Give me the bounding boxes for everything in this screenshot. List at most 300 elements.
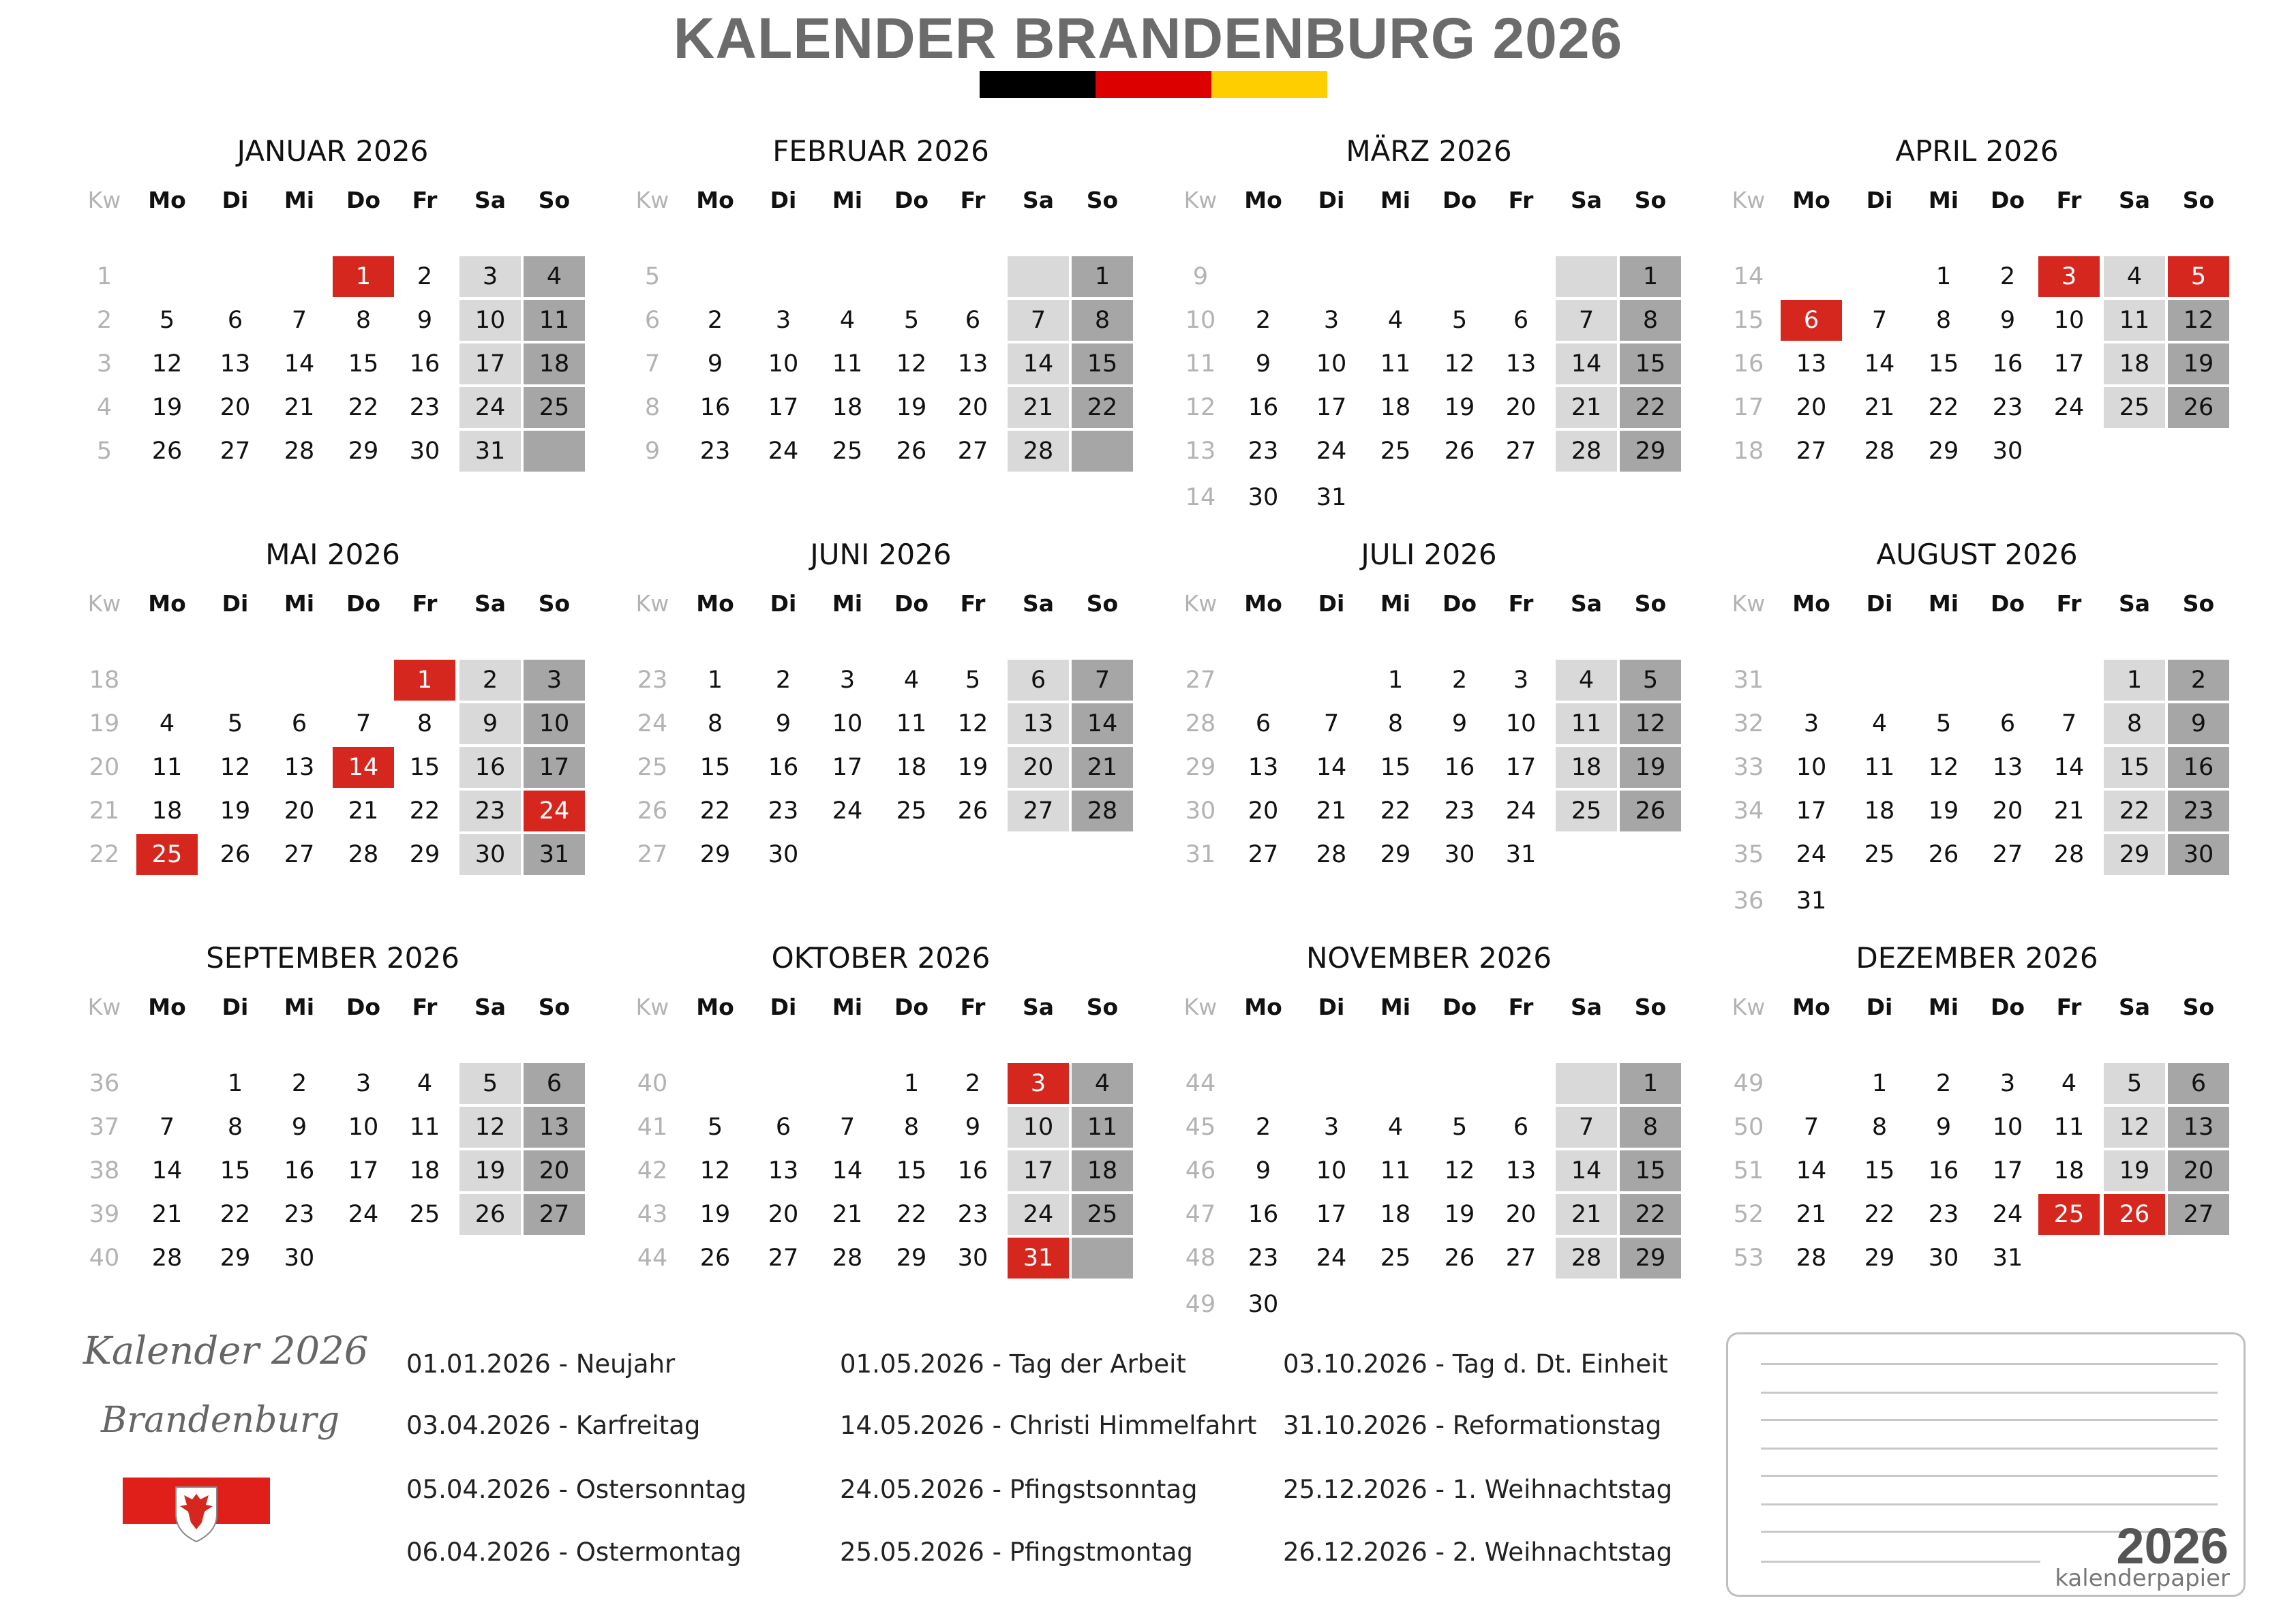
- month-grid: [74, 585, 592, 925]
- day-cell: 7: [1556, 1107, 1617, 1148]
- month-grid: [622, 181, 1140, 522]
- day-cell: 27: [1008, 791, 1069, 831]
- day-cell: 4: [839, 307, 856, 334]
- day-cell: 1: [707, 667, 723, 694]
- day-cell: 17: [2053, 350, 2085, 378]
- day-cell: 6: [227, 307, 243, 334]
- day-cell: 14: [1864, 350, 1895, 378]
- day-cell: 8: [1620, 300, 1681, 341]
- day-cell: 26: [220, 841, 251, 868]
- month-title: OKTOBER 2026: [771, 941, 991, 975]
- day-cell: 10: [1316, 350, 1347, 378]
- day-cell: 27: [768, 1244, 799, 1272]
- day-cell: 3: [2038, 256, 2100, 297]
- day-cell: 27: [220, 438, 251, 465]
- notes-box: [1726, 1332, 2246, 1597]
- day-cell: 12: [1928, 754, 1959, 781]
- day-cell: 29: [409, 841, 440, 868]
- day-cell: 19: [2104, 1150, 2165, 1191]
- week-number: 40: [637, 1070, 668, 1097]
- week-number: 7: [644, 350, 661, 378]
- day-cell: 11: [1072, 1107, 1133, 1148]
- week-number: 51: [1733, 1157, 1764, 1184]
- weekday-header: Sa: [474, 187, 507, 213]
- weekday-header: Kw: [87, 187, 121, 213]
- day-cell: 25: [1380, 438, 1411, 465]
- holiday-entry: 05.04.2026 - Ostersonntag: [406, 1475, 747, 1504]
- day-cell: 27: [957, 438, 988, 465]
- week-number: 43: [637, 1201, 668, 1228]
- day-cell: 2: [2168, 660, 2229, 701]
- weekday-header: Mi: [284, 994, 315, 1020]
- day-cell: 18: [409, 1157, 440, 1184]
- weekday-header: Fr: [960, 994, 986, 1020]
- day-cell: 22: [1864, 1201, 1895, 1228]
- day-cell: 31: [1505, 841, 1537, 868]
- day-cell: 7: [1803, 1114, 1819, 1141]
- day-cell: 12: [957, 710, 988, 737]
- day-cell: 15: [1072, 343, 1133, 384]
- day-cell: 5: [1620, 660, 1681, 701]
- day-cell: 2: [1255, 307, 1271, 334]
- day-cell: 3: [355, 1070, 372, 1097]
- day-cell: 9: [1255, 350, 1271, 378]
- day-cell: 25: [524, 387, 585, 428]
- week-number: 35: [1733, 841, 1764, 868]
- note-line: [1761, 1503, 2218, 1505]
- day-cell: 1: [903, 1070, 920, 1097]
- day-cell: 11: [524, 300, 585, 341]
- day-cell: 11: [2053, 1114, 2085, 1141]
- weekday-header: Fr: [2056, 187, 2082, 213]
- month-title: JUNI 2026: [810, 538, 952, 571]
- day-cell: 7: [1008, 300, 1069, 341]
- day-cell: 5: [159, 307, 175, 334]
- day-cell: 10: [1992, 1114, 2023, 1141]
- day-cell: 13: [524, 1107, 585, 1148]
- day-cell: 14: [1796, 1157, 1827, 1184]
- week-number: 39: [89, 1201, 120, 1228]
- month-grid: [1718, 988, 2236, 1329]
- weekday-header: Fr: [2056, 590, 2082, 617]
- week-number: 44: [1185, 1070, 1216, 1097]
- day-cell: 2: [459, 660, 521, 701]
- week-number: 52: [1733, 1201, 1764, 1228]
- day-cell: 4: [903, 667, 920, 694]
- day-cell: 28: [284, 438, 315, 465]
- weekday-header: Mo: [1244, 590, 1282, 617]
- weekday-header: Fr: [412, 590, 438, 617]
- day-cell: 9: [1999, 307, 2016, 334]
- month-title: NOVEMBER 2026: [1305, 941, 1552, 975]
- day-cell: 18: [1380, 1201, 1411, 1228]
- week-number: 6: [644, 307, 661, 334]
- day-cell: 21: [151, 1201, 183, 1228]
- day-cell: 11: [1864, 754, 1895, 781]
- day-cell: 23: [1928, 1201, 1959, 1228]
- day-cell: 16: [459, 747, 521, 788]
- brandenburg-flag: [123, 1478, 270, 1524]
- day-cell: 30: [957, 1244, 988, 1272]
- day-cell: 10: [2053, 307, 2085, 334]
- day-cell: 18: [1864, 797, 1895, 825]
- day-cell: 24: [459, 387, 521, 428]
- day-cell: 21: [284, 394, 315, 421]
- day-cell: 4: [417, 1070, 433, 1097]
- day-cell: 17: [1505, 754, 1537, 781]
- day-cell: 17: [1316, 394, 1347, 421]
- day-cell: 14: [1072, 703, 1133, 744]
- weekday-header: Mi: [284, 590, 315, 617]
- day-cell: 13: [957, 350, 988, 378]
- day-cell: 26: [1928, 841, 1959, 868]
- notes-brand: kalenderpapier: [2055, 1565, 2230, 1592]
- week-number: 13: [1185, 438, 1216, 465]
- note-line: [1761, 1448, 2218, 1450]
- weekday-header: Kw: [635, 590, 669, 617]
- day-cell: 16: [957, 1157, 988, 1184]
- day-cell: 11: [1380, 350, 1411, 378]
- day-cell: 12: [220, 754, 251, 781]
- notes-year: 2026: [2116, 1518, 2229, 1574]
- day-cell: 23: [459, 791, 521, 831]
- day-cell: 27: [1992, 841, 2023, 868]
- weekday-header: So: [1634, 994, 1667, 1020]
- week-number: 28: [1185, 710, 1216, 737]
- weekday-header: Mo: [148, 994, 186, 1020]
- weekday-header: Mi: [1380, 994, 1411, 1020]
- day-cell: 30: [409, 438, 440, 465]
- day-cell: 22: [1072, 387, 1133, 428]
- weekday-header: So: [2182, 994, 2215, 1020]
- day-cell: 27: [524, 1194, 585, 1235]
- week-number: 24: [637, 710, 668, 737]
- weekday-header: So: [1634, 187, 1667, 213]
- day-cell: 1: [1871, 1070, 1888, 1097]
- day-cell: 2: [1255, 1114, 1271, 1141]
- week-number: 22: [89, 841, 120, 868]
- day-cell: 24: [348, 1201, 379, 1228]
- weekday-header: So: [1086, 187, 1119, 213]
- week-number: 29: [1185, 754, 1216, 781]
- day-cell: 14: [1556, 1150, 1617, 1191]
- month-grid: [622, 988, 1140, 1329]
- day-cell: 25: [1556, 791, 1617, 831]
- weekday-header: Di: [222, 187, 249, 213]
- day-cell: 4: [2104, 256, 2165, 297]
- day-cell: 27: [284, 841, 315, 868]
- weekday-header: Kw: [1183, 187, 1218, 213]
- day-cell: 22: [348, 394, 379, 421]
- day-cell: 13: [1505, 350, 1537, 378]
- day-cell: 21: [348, 797, 379, 825]
- day-cell: 2: [417, 263, 433, 290]
- day-cell: 26: [1444, 438, 1475, 465]
- day-cell: 20: [524, 1150, 585, 1191]
- week-number: 8: [644, 394, 661, 421]
- week-number: 26: [637, 797, 668, 825]
- day-cell: 11: [2104, 300, 2165, 341]
- day-cell: 30: [1444, 841, 1475, 868]
- day-cell: 9: [707, 350, 723, 378]
- weekday-header: Mo: [1792, 994, 1830, 1020]
- weekday-header: Sa: [474, 590, 507, 617]
- day-cell: 17: [768, 394, 799, 421]
- day-cell: 21: [1864, 394, 1895, 421]
- day-cell: 29: [1928, 438, 1959, 465]
- day-cell: 15: [1928, 350, 1959, 378]
- day-cell: 11: [1556, 703, 1617, 744]
- week-number: 5: [644, 263, 661, 290]
- day-cell: 8: [1387, 710, 1404, 737]
- day-cell: 13: [284, 754, 315, 781]
- day-cell: 24: [768, 438, 799, 465]
- empty-weekend-cell: [1072, 431, 1133, 472]
- holiday-entry: 25.12.2026 - 1. Weihnachtstag: [1283, 1475, 1673, 1504]
- day-cell: 14: [151, 1157, 183, 1184]
- month-title: APRIL 2026: [1895, 134, 2059, 168]
- day-cell: 10: [832, 710, 863, 737]
- week-number: 23: [637, 667, 668, 694]
- weekday-header: Sa: [1022, 187, 1055, 213]
- day-cell: 19: [896, 394, 927, 421]
- week-number: 32: [1733, 710, 1764, 737]
- day-cell: 16: [1928, 1157, 1959, 1184]
- german-flag-bar: [980, 71, 1327, 98]
- week-number: 18: [1733, 438, 1764, 465]
- day-cell: 23: [957, 1201, 988, 1228]
- month-title: SEPTEMBER 2026: [206, 941, 459, 975]
- day-cell: 21: [2053, 797, 2085, 825]
- day-cell: 13: [1796, 350, 1827, 378]
- day-cell: 8: [2104, 703, 2165, 744]
- day-cell: 3: [1008, 1063, 1069, 1104]
- day-cell: 5: [707, 1114, 723, 1141]
- day-cell: 29: [1864, 1244, 1895, 1272]
- day-cell: 11: [409, 1114, 440, 1141]
- weekday-header: Mi: [832, 187, 863, 213]
- day-cell: 2: [1999, 263, 2016, 290]
- day-cell: 30: [768, 841, 799, 868]
- day-cell: 20: [1796, 394, 1827, 421]
- weekday-header: Mi: [1380, 187, 1411, 213]
- day-cell: 16: [1248, 394, 1279, 421]
- weekday-header: Sa: [1570, 994, 1603, 1020]
- day-cell: 16: [768, 754, 799, 781]
- weekday-header: Di: [770, 994, 797, 1020]
- day-cell: 20: [2168, 1150, 2229, 1191]
- weekday-header: Do: [346, 187, 381, 213]
- week-number: 2: [96, 307, 112, 334]
- week-number: 9: [644, 438, 661, 465]
- day-cell: 5: [903, 307, 920, 334]
- weekday-header: Sa: [2118, 590, 2151, 617]
- day-cell: 25: [832, 438, 863, 465]
- day-cell: 30: [1248, 1291, 1279, 1318]
- weekday-header: Di: [1318, 187, 1345, 213]
- day-cell: 20: [1505, 1201, 1537, 1228]
- day-cell: 21: [832, 1201, 863, 1228]
- holiday-entry: 06.04.2026 - Ostermontag: [406, 1537, 742, 1567]
- day-cell: 31: [1992, 1244, 2023, 1272]
- day-cell: 5: [1935, 710, 1952, 737]
- week-number: 12: [1185, 394, 1216, 421]
- weekday-header: Sa: [1570, 187, 1603, 213]
- holiday-entry: 01.01.2026 - Neujahr: [406, 1349, 676, 1379]
- day-cell: 19: [1928, 797, 1959, 825]
- weekday-header: Mi: [832, 590, 863, 617]
- day-cell: 21: [1316, 797, 1347, 825]
- empty-weekend-cell: [1556, 256, 1617, 297]
- day-cell: 6: [1513, 307, 1529, 334]
- day-cell: 4: [1871, 710, 1888, 737]
- weekday-header: Do: [346, 590, 381, 617]
- day-cell: 19: [1444, 1201, 1475, 1228]
- day-cell: 18: [832, 394, 863, 421]
- weekday-header: Kw: [87, 994, 121, 1020]
- weekday-header: Di: [1318, 590, 1345, 617]
- day-cell: 4: [1072, 1063, 1133, 1104]
- day-cell: 2: [1935, 1070, 1952, 1097]
- day-cell: 26: [151, 438, 183, 465]
- day-cell: 28: [1556, 1238, 1617, 1279]
- weekday-header: Do: [1990, 187, 2025, 213]
- day-cell: 24: [832, 797, 863, 825]
- day-cell: 19: [220, 797, 251, 825]
- day-cell: 2: [707, 307, 723, 334]
- day-cell: 22: [699, 797, 731, 825]
- day-cell: 13: [1248, 754, 1279, 781]
- day-cell: 5: [2104, 1063, 2165, 1104]
- day-cell: 12: [1444, 1157, 1475, 1184]
- day-cell: 1: [1620, 1063, 1681, 1104]
- day-cell: 9: [1935, 1114, 1952, 1141]
- weekday-header: So: [538, 187, 571, 213]
- day-cell: 20: [957, 394, 988, 421]
- weekday-header: Sa: [1570, 590, 1603, 617]
- month-grid: [1718, 181, 2236, 522]
- day-cell: 4: [2061, 1070, 2077, 1097]
- day-cell: 6: [291, 710, 307, 737]
- weekday-header: Kw: [1732, 590, 1766, 617]
- day-cell: 21: [1556, 387, 1617, 428]
- day-cell: 17: [459, 343, 521, 384]
- day-cell: 28: [1316, 841, 1347, 868]
- day-cell: 15: [1620, 343, 1681, 384]
- day-cell: 26: [699, 1244, 731, 1272]
- weekday-header: Do: [1442, 590, 1477, 617]
- day-cell: 14: [284, 350, 315, 378]
- day-cell: 5: [227, 710, 243, 737]
- weekday-header: Kw: [1183, 994, 1218, 1020]
- month-grid: [74, 181, 592, 522]
- flag-stripe-red: [1096, 71, 1211, 98]
- weekday-header: Do: [1442, 187, 1477, 213]
- day-cell: 9: [1255, 1157, 1271, 1184]
- day-cell: 14: [832, 1157, 863, 1184]
- day-cell: 18: [2053, 1157, 2085, 1184]
- week-number: 38: [89, 1157, 120, 1184]
- weekday-header: Do: [894, 590, 929, 617]
- weekday-header: Fr: [412, 187, 438, 213]
- day-cell: 4: [159, 710, 175, 737]
- day-cell: 17: [524, 747, 585, 788]
- day-cell: 22: [1380, 797, 1411, 825]
- weekday-header: Di: [1318, 994, 1345, 1020]
- day-cell: 28: [832, 1244, 863, 1272]
- day-cell: 16: [2168, 747, 2229, 788]
- week-number: 9: [1192, 263, 1209, 290]
- day-cell: 15: [1620, 1150, 1681, 1191]
- day-cell: 6: [524, 1063, 585, 1104]
- weekday-header: Mo: [1792, 187, 1830, 213]
- week-number: 36: [1733, 887, 1764, 915]
- day-cell: 7: [1556, 300, 1617, 341]
- day-cell: 1: [1935, 263, 1952, 290]
- week-number: 48: [1185, 1244, 1216, 1272]
- month-grid: [1718, 585, 2236, 925]
- day-cell: 7: [839, 1114, 856, 1141]
- day-cell: 15: [1864, 1157, 1895, 1184]
- day-cell: 29: [1620, 431, 1681, 472]
- day-cell: 29: [348, 438, 379, 465]
- day-cell: 12: [2104, 1107, 2165, 1148]
- day-cell: 8: [903, 1114, 920, 1141]
- weekday-header: Kw: [635, 187, 669, 213]
- day-cell: 15: [348, 350, 379, 378]
- weekday-header: Sa: [2118, 187, 2151, 213]
- day-cell: 14: [1316, 754, 1347, 781]
- day-cell: 23: [409, 394, 440, 421]
- day-cell: 13: [1505, 1157, 1537, 1184]
- week-number: 45: [1185, 1114, 1216, 1141]
- day-cell: 16: [1992, 350, 2023, 378]
- day-cell: 5: [965, 667, 981, 694]
- day-cell: 25: [136, 834, 198, 875]
- week-number: 34: [1733, 797, 1764, 825]
- day-cell: 23: [1992, 394, 2023, 421]
- weekday-header: Kw: [1732, 994, 1766, 1020]
- day-cell: 24: [1796, 841, 1827, 868]
- day-cell: 9: [459, 703, 521, 744]
- day-cell: 9: [417, 307, 433, 334]
- week-number: 46: [1185, 1157, 1216, 1184]
- day-cell: 1: [333, 256, 394, 297]
- weekday-header: Fr: [960, 187, 986, 213]
- day-cell: 13: [220, 350, 251, 378]
- day-cell: 7: [1072, 660, 1133, 701]
- day-cell: 13: [1008, 703, 1069, 744]
- day-cell: 7: [1323, 710, 1340, 737]
- week-number: 27: [637, 841, 668, 868]
- day-cell: 6: [2168, 1063, 2229, 1104]
- week-number: 5: [96, 438, 112, 465]
- day-cell: 6: [1255, 710, 1271, 737]
- weekday-header: Do: [1990, 590, 2025, 617]
- day-cell: 26: [957, 797, 988, 825]
- day-cell: 30: [1992, 438, 2023, 465]
- weekday-header: Mo: [696, 187, 734, 213]
- day-cell: 13: [768, 1157, 799, 1184]
- day-cell: 23: [284, 1201, 315, 1228]
- day-cell: 27: [1505, 438, 1537, 465]
- month-title: JANUAR 2026: [237, 134, 429, 168]
- day-cell: 12: [1620, 703, 1681, 744]
- day-cell: 11: [896, 710, 927, 737]
- day-cell: 6: [965, 307, 981, 334]
- week-number: 31: [1733, 667, 1764, 694]
- weekday-header: Kw: [1732, 187, 1766, 213]
